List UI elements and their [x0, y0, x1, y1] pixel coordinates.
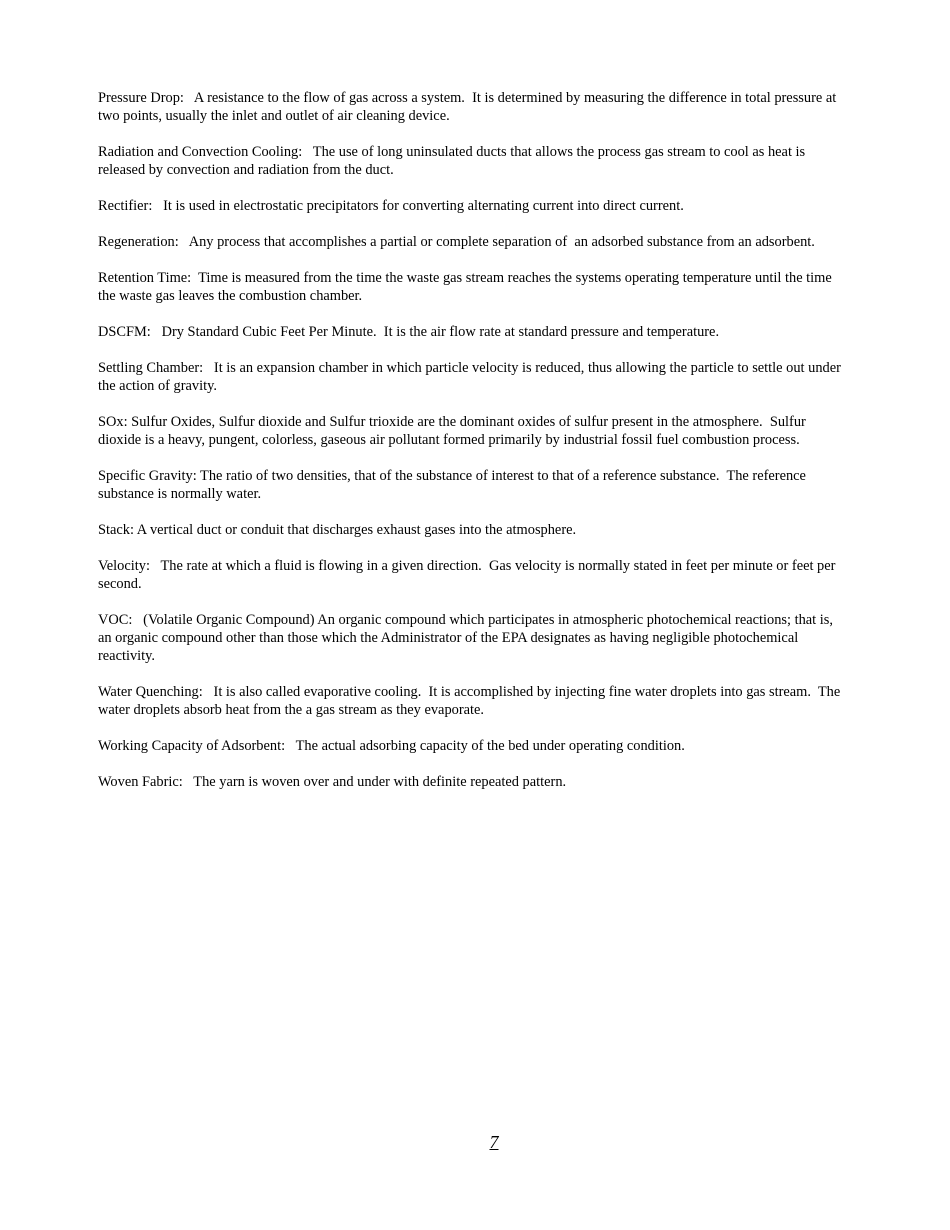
glossary-entry-sox: SOx: Sulfur Oxides, Sulfur dioxide and Sulfur trioxide are the dominant oxides of sulfur present in the atmosphere. Sulfur dioxide is a heavy, pungent, colorless, gaseous air pollutant formed primarily by industrial fossil fuel combustion process.: [98, 414, 810, 448]
glossary-entry-regeneration: Regeneration: Any process that accomplishes a partial or complete separation of an adsorbed substance from an adsorbent.: [98, 234, 815, 250]
glossary-entry-stack: Stack: A vertical duct or conduit that discharges exhaust gases into the atmosphere.: [98, 522, 577, 538]
glossary-entry-woven-fabric: Woven Fabric: The yarn is woven over and under with definite repeated pattern.: [98, 774, 567, 790]
glossary-entry-working-capacity-adsorbent: Working Capacity of Adsorbent: The actual adsorbing capacity of the bed under operating condition.: [98, 738, 685, 754]
glossary-entry-retention-time: Retention Time: Time is measured from the time the waste gas stream reaches the systems operating temperature until the time the waste gas leaves the combustion chamber.: [98, 270, 836, 304]
glossary-content: [98, 89, 843, 809]
glossary-entry-velocity: Velocity: The rate at which a fluid is flowing in a given direction. Gas velocity is normally stated in feet per minute or feet per second.: [98, 558, 840, 592]
glossary-entry-radiation-convection-cooling: Radiation and Convection Cooling: The use of long uninsulated ducts that allows the process gas stream to cool as heat is released by convection and radiation from the duct.: [98, 144, 809, 178]
glossary-entry-specific-gravity: Specific Gravity: The ratio of two densities, that of the substance of interest to that of a reference substance. The reference substance is normally water.: [98, 468, 810, 502]
glossary-entry-settling-chamber: Settling Chamber: It is an expansion chamber in which particle velocity is reduced, thus allowing the particle to settle out under the action of gravity.: [98, 360, 845, 394]
glossary-entry-pressure-drop: Pressure Drop: A resistance to the flow of gas across a system. It is determined by measuring the difference in total pressure at two points, usually the inlet and outlet of air cleaning device.: [98, 90, 840, 124]
glossary-entry-dscfm: DSCFM: Dry Standard Cubic Feet Per Minute. It is the air flow rate at standard pressure and temperature.: [98, 324, 720, 340]
page-number: 7: [489, 1132, 499, 1152]
glossary-entry-voc: VOC: (Volatile Organic Compound) An organic compound which participates in atmospheric photochemical reactions; that is, an organic compound other than those which the Administrator of the EPA designates as having negligible photochemical reactivity.: [98, 612, 837, 664]
glossary-entry-rectifier: Rectifier: It is used in electrostatic precipitators for converting alternating current into direct current.: [98, 198, 684, 214]
glossary-entry-water-quenching: Water Quenching: It is also called evaporative cooling. It is accomplished by injecting fine water droplets into gas stream. The water droplets absorb heat from the a gas stream as they evaporate.: [98, 684, 844, 718]
